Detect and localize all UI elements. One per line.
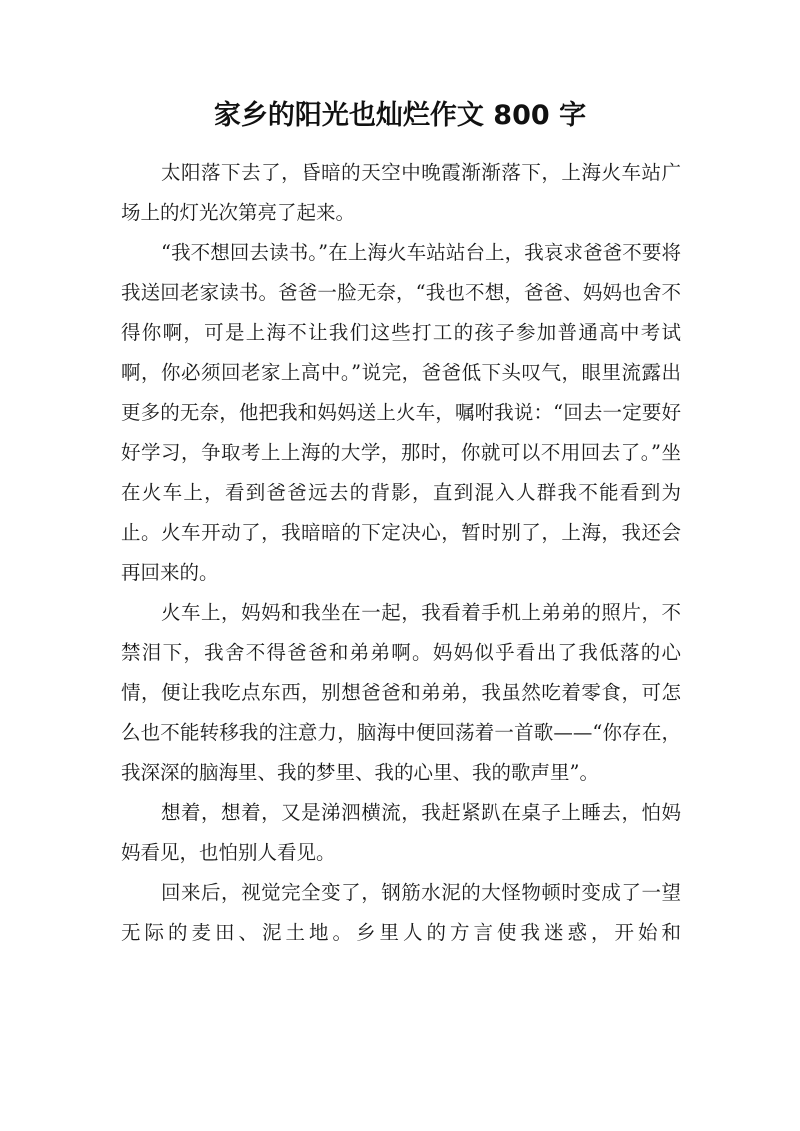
paragraph-5: 回来后，视觉完全变了，钢筋水泥的大怪物顿时变成了一望无际的麦田、泥土地。乡里人的方言使我迷惑，开始和: [121, 881, 681, 944]
paragraph-3: 火车上，妈妈和我坐在一起，我看着手机上弟弟的照片，不禁泪下，我舍不得爸爸和弟弟啊。妈妈似乎看出了我低落的心情，便让我吃点东西，别想爸爸和弟弟，我虽然吃着零食，可怎么也不能转移我的注意力，脑海中便回荡着一首歌——“你存在，我深深的脑海里、我的梦里、我的心里、我的歌声里”。: [121, 601, 681, 784]
document-body: [121, 153, 681, 953]
paragraph-4: 想着，想着，又是涕泗横流，我赶紧趴在桌子上睡去，怕妈妈看见，也怕别人看见。: [121, 801, 681, 864]
paragraph-1: 太阳落下去了，昏暗的天空中晚霞渐渐落下，上海火车站广场上的灯光次第亮了起来。: [121, 161, 681, 224]
paragraph-2: “我不想回去读书。”在上海火车站站台上，我哀求爸爸不要将我送回老家读书。爸爸一脸无奈，“我也不想，爸爸、妈妈也舍不得你啊，可是上海不让我们这些打工的孩子参加普通高中考试啊，你必须回老家上高中。”说完，爸爸低下头叹气，眼里流露出更多的无奈，他把我和妈妈送上火车，嘱咐我说：“回去一定要好好学习，争取考上上海的大学，那时，你就可以不用回去了。”坐在火车上，看到爸爸远去的背影，直到混入人群我不能看到为止。火车开动了，我暗暗的下定决心，暂时别了，上海，我还会再回来的。: [121, 241, 681, 584]
document-title: 家乡的阳光也灿烂作文 800 字: [213, 100, 587, 131]
